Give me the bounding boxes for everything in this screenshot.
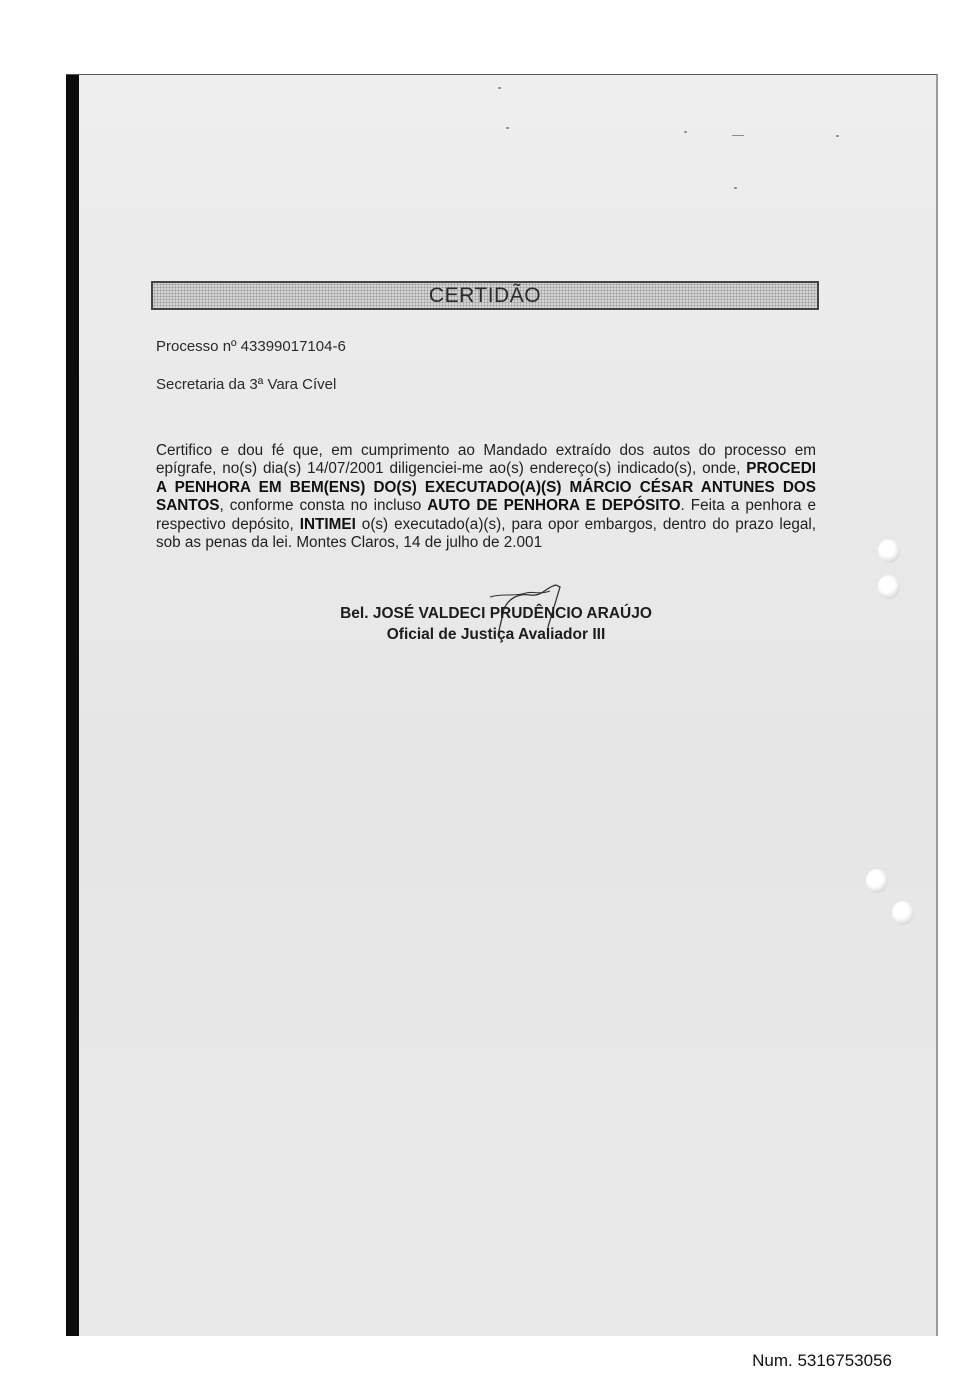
body-text-4: o(s) executado(a)(s), para opor embargos, dentro do prazo legal, sob as penas da lei. Montes Claros, 14 de julho de 2.001 bbox=[156, 515, 816, 552]
punch-hole bbox=[892, 901, 914, 925]
punch-hole bbox=[866, 869, 888, 893]
certificate-body bbox=[156, 442, 816, 552]
body-bold-1: PROCEDI A PENHORA EM BEM(ENS) DO(S) EXECUTADO(A)(S) MÁRCIO CÉSAR ANTUNES DOS SANTOS bbox=[156, 460, 816, 515]
scan-speck bbox=[836, 135, 839, 137]
secretariat-line: Secretaria da 3ª Vara Cível bbox=[156, 376, 337, 393]
body-text-3: . Feita a penhora e respectivo depósito, bbox=[156, 497, 816, 533]
body-text-1: Certifico e dou fé que, em cumprimento ao Mandado extraído dos autos do processo em epígrafe, no(s) dia(s) 14/07/2001 diligenciei-me ao(s) endereço(s) indicado(s), onde, bbox=[156, 442, 816, 478]
body-bold-3: INTIMEI bbox=[299, 515, 356, 533]
signer-name: Bel. JOSÉ VALDECI PRUDÊNCIO ARAÚJO bbox=[340, 605, 652, 622]
scan-speck bbox=[684, 131, 687, 133]
process-number: Processo nº 43399017104-6 bbox=[156, 338, 346, 355]
certificate-title: CERTIDÃO bbox=[428, 283, 542, 307]
scan-speck bbox=[732, 135, 744, 136]
body-bold-2: AUTO DE PENHORA E DEPÓSITO bbox=[427, 497, 681, 515]
punch-hole bbox=[878, 539, 900, 563]
scan-speck bbox=[506, 127, 509, 129]
binding-edge bbox=[66, 75, 79, 1336]
document-number: Num. 5316753056 bbox=[752, 1351, 892, 1370]
body-text-2: , conforme consta no incluso bbox=[219, 497, 428, 515]
scanned-page bbox=[66, 74, 938, 1336]
punch-hole bbox=[878, 575, 900, 599]
scan-speck bbox=[498, 87, 501, 89]
certificate-title-box bbox=[151, 281, 819, 310]
signer-role: Oficial de Justiça Avaliador III bbox=[386, 626, 606, 643]
scan-speck bbox=[734, 187, 737, 189]
